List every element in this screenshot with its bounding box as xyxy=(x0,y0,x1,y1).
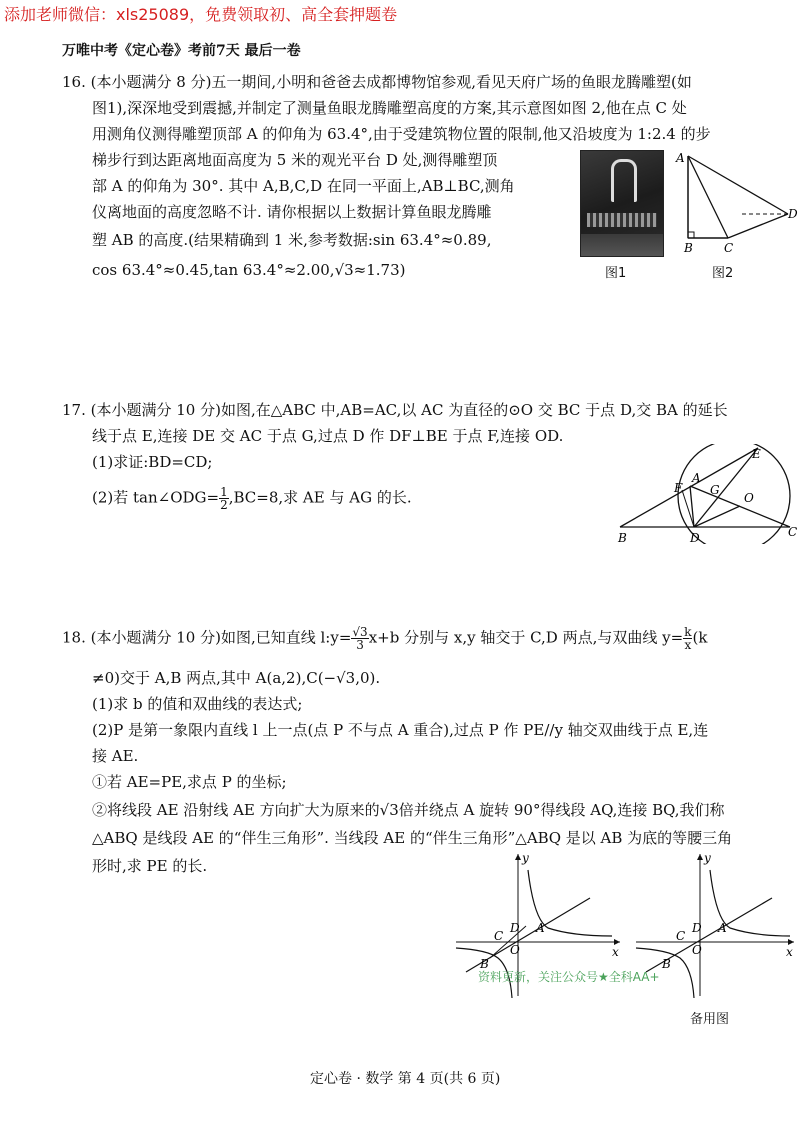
q18-text-1a: (本小题满分 10 分)如图,已知直线 l:y= xyxy=(90,628,352,647)
g2-label-D: D xyxy=(692,921,702,935)
q17-circle-diagram xyxy=(612,444,800,544)
q18-line-3: (1)求 b 的值和双曲线的表达式; xyxy=(92,695,303,713)
q17-line-4 xyxy=(92,486,412,511)
q16-text-1: (本小题满分 8 分)五一期间,小明和爸爸去成都博物馆参观,看见天府广场的鱼眼龙腾雕塑(如 xyxy=(90,73,692,91)
g1-label-y: y xyxy=(522,851,529,865)
q16-line-7: 塑 AB 的高度.(结果精确到 1 米,参考数据:sin 63.4°≈0.89, xyxy=(92,231,492,249)
q17-text-4b: ,BC=8,求 AE 与 AG 的长. xyxy=(228,488,412,507)
q16-line-3: 用测角仪测得雕塑顶部 A 的仰角为 63.4°,由于受建筑物位置的限制,他又沿坡度为 1:2.4 的步 xyxy=(92,125,711,143)
fraction-sqrt3-over-3: $\frac{√3}{3}$ xyxy=(352,625,368,652)
fig2-label-A: A xyxy=(676,151,685,165)
q18-line-5: 接 AE. xyxy=(92,747,139,765)
q17-label-D: D xyxy=(690,531,700,544)
q18-line-1 xyxy=(62,626,707,651)
q16-line-8: cos 63.4°≈0.45,tan 63.4°≈2.00,√3≈1.73) xyxy=(92,261,406,279)
g1-label-B: B xyxy=(480,957,489,971)
q17-line-3: (1)求证:BD=CD; xyxy=(92,453,213,471)
q17-text-4a: (2)若 tan∠ODG= xyxy=(92,488,220,507)
q18-line-4: (2)P 是第一象限内直线 l 上一点(点 P 不与点 A 重合),过点 P 作 PE//y 轴交双曲线于点 E,连 xyxy=(92,721,709,739)
q16-line-4: 梯步行到达距离地面高度为 5 米的观光平台 D 处,测得雕塑顶 xyxy=(92,151,498,169)
g1-label-C: C xyxy=(494,929,504,943)
q18-line-8: △ABQ 是线段 AE 的“伴生三角形”. 当线段 AE 的“伴生三角形”△ABQ 是以 AB 为底的等腰三角 xyxy=(92,829,733,847)
mid-watermark: 资料更新，关注公众号★全科AA+ xyxy=(478,970,660,984)
g1-label-D: D xyxy=(510,921,520,935)
g2-label-C: C xyxy=(676,929,686,943)
q16-line-5: 部 A 的仰角为 30°. 其中 A,B,C,D 在同一平面上,AB⊥BC,测角 xyxy=(92,177,515,195)
q17-line-2: 线于点 E,连接 DE 交 AC 于点 G,过点 D 作 DF⊥BE 于点 F,连接 OD. xyxy=(92,427,564,445)
q17-label-E: E xyxy=(752,447,761,461)
q18-text-1b: x+b 分别与 x,y 轴交于 C,D 两点,与双曲线 y= xyxy=(368,628,684,647)
g1-label-A: A xyxy=(536,921,545,935)
fraction-half: $\frac{1}{2}$ xyxy=(220,485,228,512)
g2-label-B: B xyxy=(662,957,671,971)
fig2-label-C: C xyxy=(724,241,734,255)
q17-text-1: (本小题满分 10 分)如图,在△ABC 中,AB=AC,以 AC 为直径的⊙O 交 BC 于点 D,交 BA 的延长 xyxy=(90,401,728,419)
q17-label-A: A xyxy=(692,471,701,485)
q16-number: 16. xyxy=(62,73,86,91)
q17-number: 17. xyxy=(62,401,86,419)
g2-label-x: x xyxy=(786,945,793,959)
q17-label-C: C xyxy=(788,525,798,539)
q16-line-1 xyxy=(62,72,692,92)
fig2-label-B: B xyxy=(684,241,693,255)
q17-label-B: B xyxy=(618,531,627,544)
q17-label-F: F xyxy=(674,481,683,495)
q16-line-6: 仪离地面的高度忽略不计. 请你根据以上数据计算鱼眼龙腾雕 xyxy=(92,203,492,221)
backup-figure-caption: 备用图 xyxy=(690,1012,730,1027)
g1-label-O: O xyxy=(510,943,520,957)
g2-label-A: A xyxy=(718,921,727,935)
q18-text-1c: (k xyxy=(692,628,708,647)
q16-line-2: 图1),深深地受到震撼,并制定了测量鱼眼龙腾雕塑高度的方案,其示意图如图 2,他在点 C 处 xyxy=(92,99,687,117)
q17-label-G: G xyxy=(710,483,720,497)
page-header: 万唯中考《定心卷》考前7天 最后一卷 xyxy=(62,43,301,59)
figure-1-caption: 图1 xyxy=(605,266,627,281)
q17-label-O: O xyxy=(744,491,754,505)
q18-line-9: 形时,求 PE 的长. xyxy=(92,857,208,875)
q18-line-6: ①若 AE=PE,求点 P 的坐标; xyxy=(92,773,287,791)
fraction-k-over-x: $\frac{k}{x}$ xyxy=(684,625,692,652)
page-footer: 定心卷 · 数学 第 4 页(共 6 页) xyxy=(310,1071,501,1087)
q18-line-7: ②将线段 AE 沿射线 AE 方向扩大为原来的√3倍并绕点 A 旋转 90°得线段 AQ,连接 BQ,我们称 xyxy=(92,801,725,819)
q17-line-1 xyxy=(62,400,728,420)
q18-number: 18. xyxy=(62,628,86,647)
g2-label-O: O xyxy=(692,943,702,957)
g2-label-y: y xyxy=(704,851,711,865)
top-watermark: 添加老师微信：xls25089，免费领取初、高全套押题卷 xyxy=(4,5,398,24)
g1-label-x: x xyxy=(612,945,619,959)
figure-2-diagram xyxy=(672,148,798,258)
sculpture-photo xyxy=(580,150,664,257)
q18-line-2: ≠0)交于 A,B 两点,其中 A(a,2),C(−√3,0). xyxy=(92,669,381,687)
fig2-label-D: D xyxy=(788,207,798,221)
figure-2-caption: 图2 xyxy=(712,266,734,281)
